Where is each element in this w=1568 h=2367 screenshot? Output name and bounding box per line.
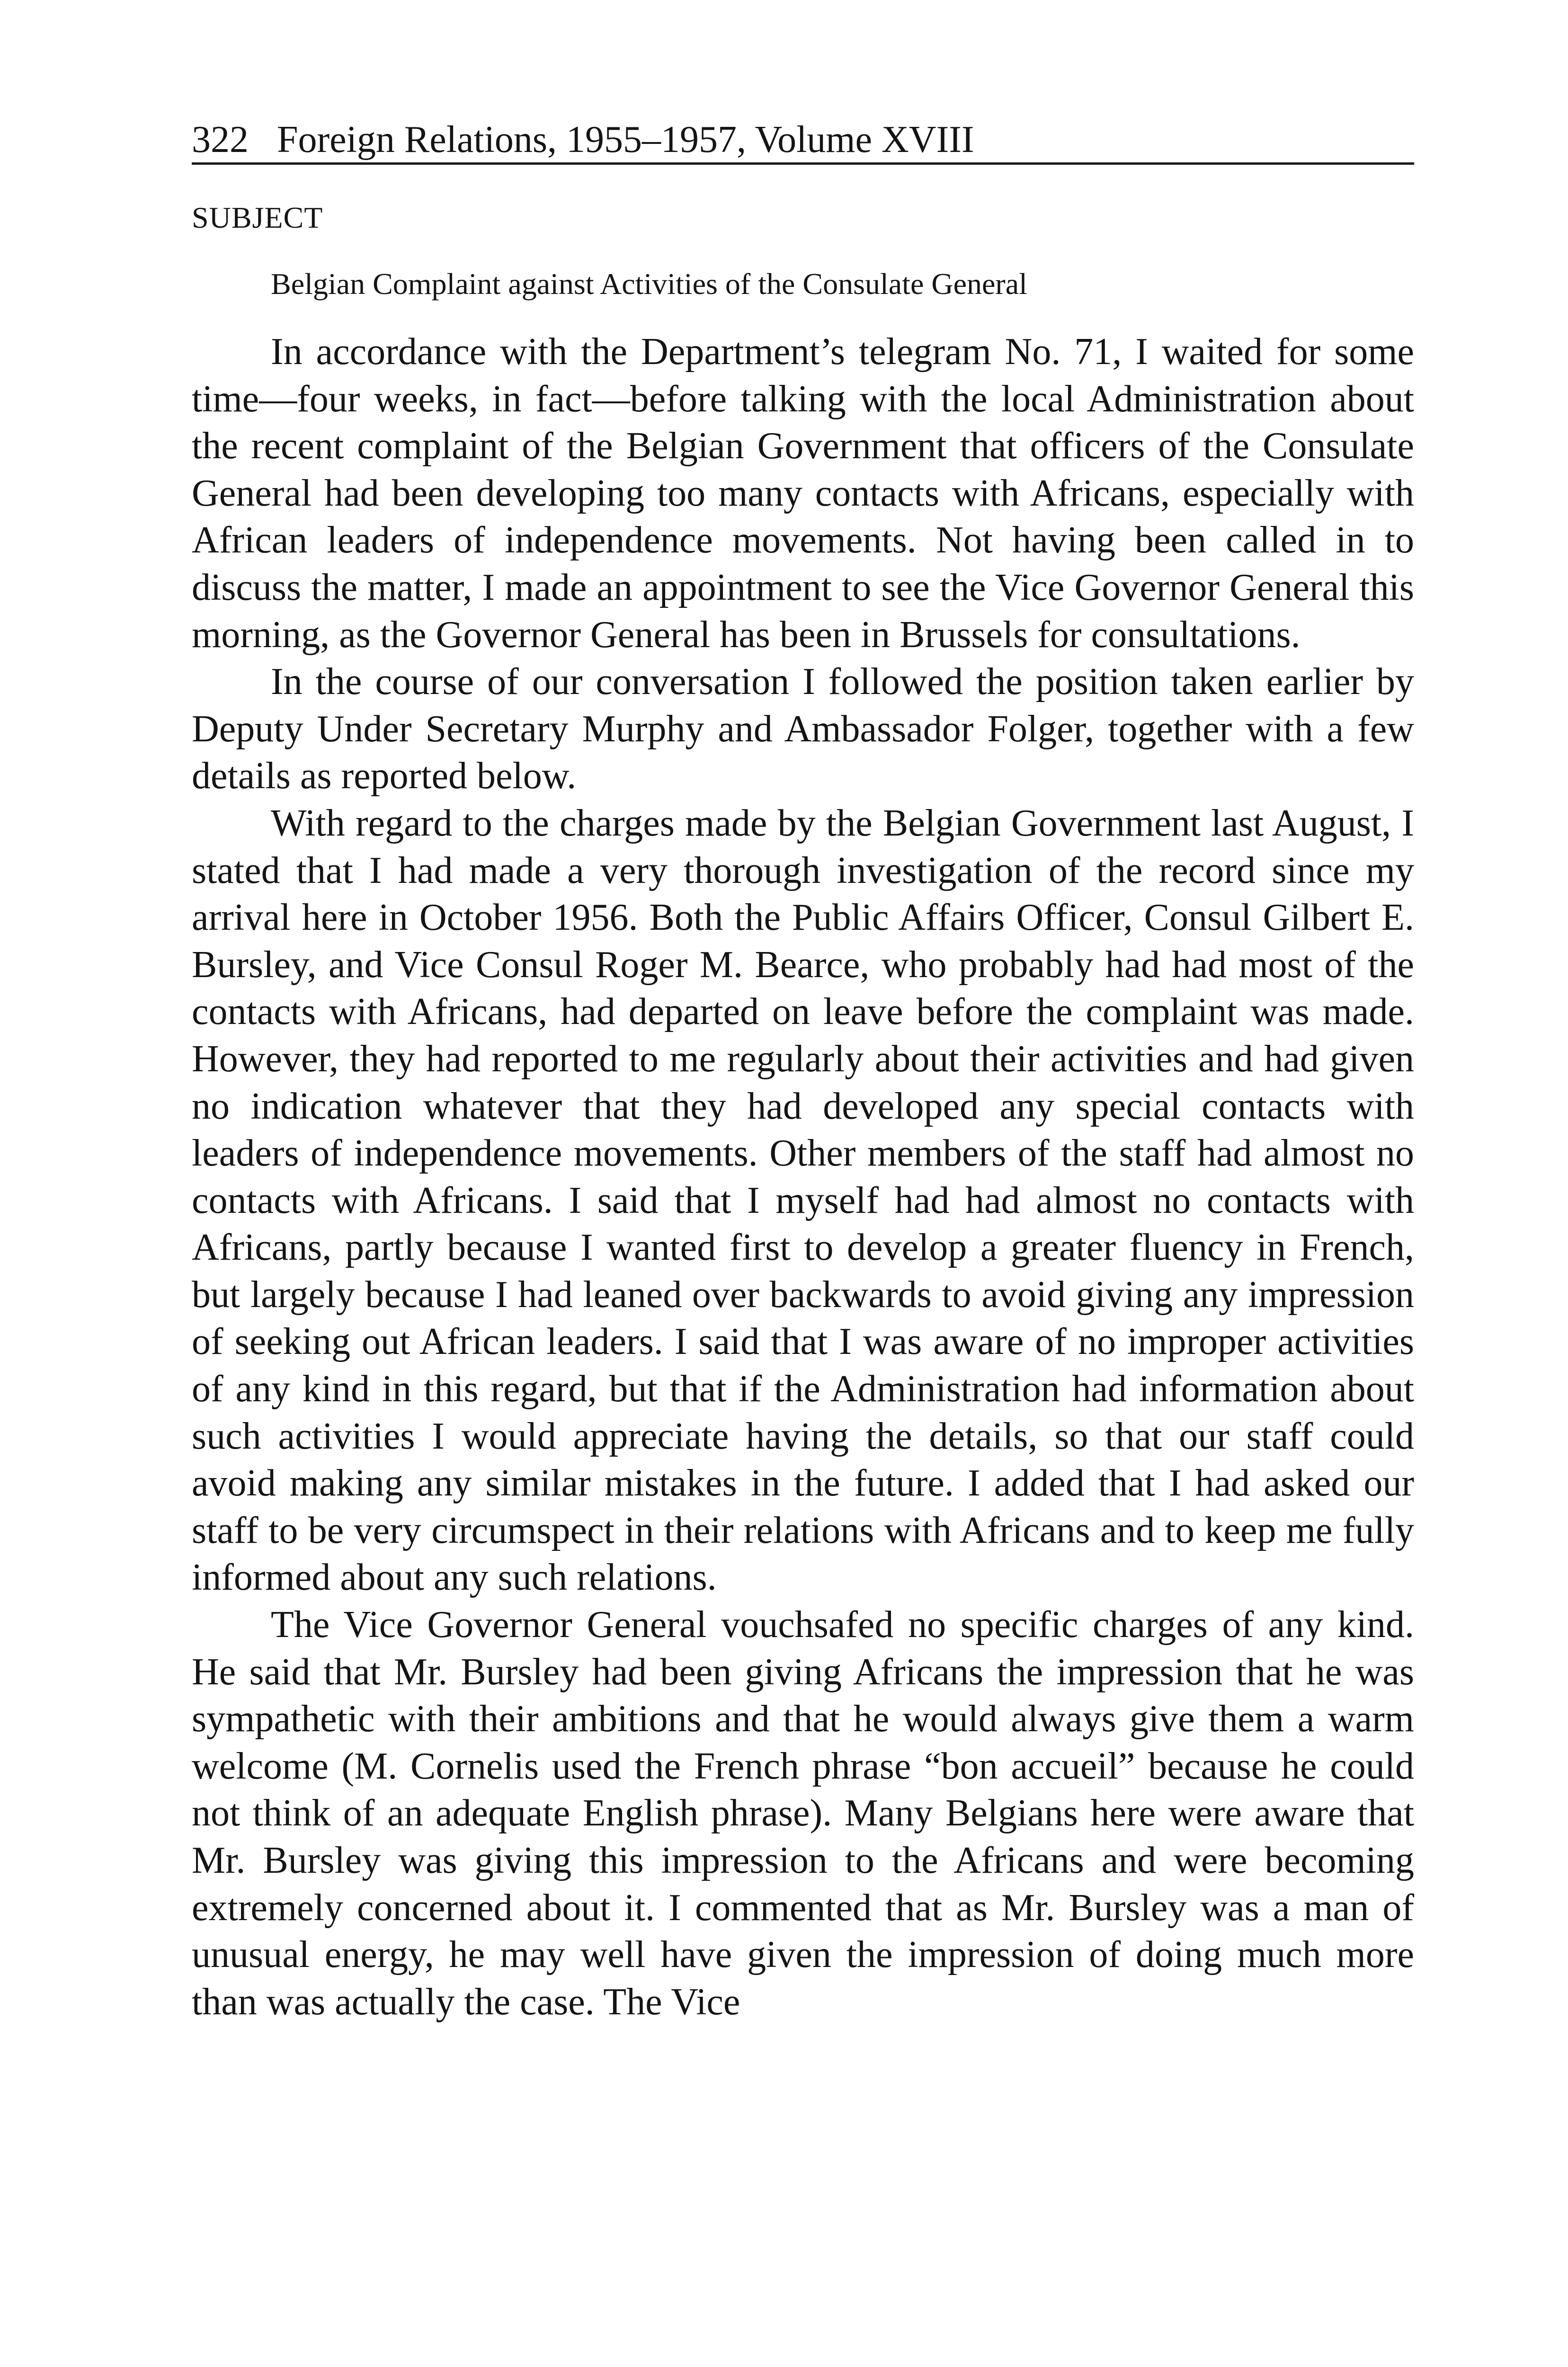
subject-heading: SUBJECT (192, 201, 323, 234)
page-number: 322 (192, 119, 249, 160)
paragraph: In the course of our conversation I followed the position taken earlier by Deputy Under Secretary Murphy and Ambassador Folger, together with a few details as reported below. (192, 661, 1414, 797)
paragraph: The Vice Governor General vouchsafed no specific charges of any kind. He said that Mr. Bursley had been giving Africans the impression that he was sympathetic with their ambitions and that he would always give them a warm welcome (M. Cornelis used the French phrase “bon accueil” because he could not think of an adequate English phrase). Many Belgians here were aware that Mr. Bursley was giving this impression to the Africans and were becoming extremely concerned about it. I commented that as Mr. Bursley was a man of unusual energy, he may well have given the impression of doing much more than was actually the case. The Vice (192, 1604, 1414, 2023)
paragraph: In accordance with the Department’s telegram No. 71, I waited for some time—four weeks, in fact—before talking with the local Administration about the recent complaint of the Belgian Government that officers of the Consulate General had been developing too many contacts with Africans, especially with African leaders of independence movements. Not having been called in to discuss the matter, I made an appointment to see the Vice Governor General this morning, as the Governor General has been in Brussels for consultations. (192, 331, 1414, 656)
subject-text: Belgian Complaint against Activities of the Consulate General (271, 267, 1027, 301)
paragraph: With regard to the charges made by the Belgian Government last August, I stated that I had made a very thorough investigation of the record since my arrival here in October 1956. Both the Public Affairs Officer, Consul Gilbert E. Bursley, and Vice Consul Roger M. Bearce, who probably had had most of the contacts with Africans, had departed on leave before the complaint was made. However, they had reported to me regularly about their activities and had given no indication whatever that they had developed any special contacts with leaders of independence movements. Other members of the staff had almost no contacts with Africans. I said that I myself had had almost no contacts with Africans, partly because I wanted first to develop a greater fluency in French, but largely because I had leaned over backwards to avoid giving any impression of seeking out African leaders. I said that I was aware of no improper activities of any kind in this regard, but that if the Administration had information about such activities I would appreciate having the details, so that our staff could avoid making any similar mistakes in the future. I added that I had asked our staff to be very circumspect in their relations with Africans and to keep me fully informed about any such relations. (192, 802, 1414, 1599)
volume-title: Foreign Relations, 1955–1957, Volume XVIII (277, 119, 974, 160)
running-head (192, 117, 1414, 165)
body-text (192, 329, 1414, 2026)
